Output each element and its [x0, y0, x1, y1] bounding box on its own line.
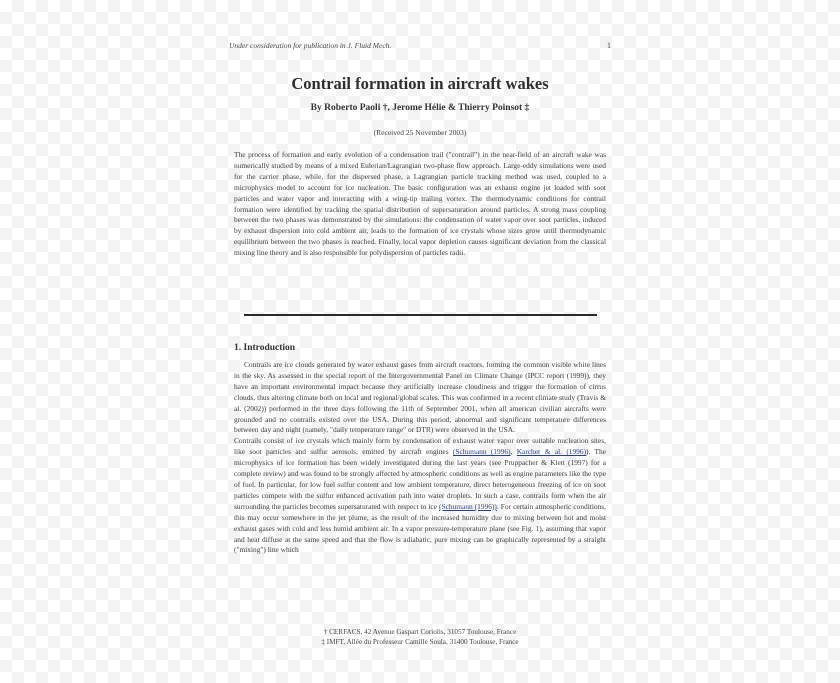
- running-head: [229, 41, 611, 53]
- citation-link-karcher-1996[interactable]: Karcher & al. (1996): [516, 447, 587, 457]
- author-line: By Roberto Paoli †, Jerome Hélie & Thierry Poinsot ‡: [310, 103, 530, 113]
- body-text: [234, 360, 606, 556]
- footnote-cerfacs: † CERFACS, 42 Avenue Gaspart Coriolis, 31057 Toulouse, France: [323, 628, 517, 636]
- section-heading: 1. Introduction: [234, 343, 296, 353]
- citation-separator: ,: [510, 447, 517, 457]
- paragraph-2-text-b: ). The microphysics of ice formation has been widely investigated during the last years (see Pruppacher & Klett (1997) for a complete review) and was found to be strongly affected by atmospheric conditions as well as engine parameters like the type of fuel. In particular, for low fuel sulfur content and low ambient temperature, direct heterogeneous freezing of ice on soot particles compete with the sulfur enhanced activation path into water droplets. In such a case, contrails form when the air surrounding the particles becomes supersaturated with respect to ice: [234, 447, 606, 511]
- footnotes: [229, 627, 611, 647]
- section-divider: [244, 314, 597, 316]
- running-head-text: Under consideration for publication in J. Fluid Mech.: [229, 41, 392, 50]
- paragraph-2-text-c: . For certain atmospheric conditions, this may occur somewhere in the jet plume, as the result of the increased humidity due to mixing between hot and moist exhaust gases with cold and less humid ambient air. In a vapor pressure-temperature plane (see Fig. 1), assuming that vapor and heat diffuse at the same speed and that the flow is adiabatic, pure mixing can be graphically represented by a straight ("mixing") line which: [234, 501, 606, 555]
- citation-link-schumann-1996-b[interactable]: (Schumann (1996)): [439, 501, 497, 511]
- abstract: The process of formation and early evolution of a condensation trail ("contrail") in the near-field of an aircraft wake was numerically studied by means of a mixed Eulerian/Lagrangian two-phase flow approach. Large-eddy simulations were used for the carrier phase, while, for the dispersed phase, a Lagrangian particle tracking method was used, coupled to a microphysics model to account for ice nucleation. The basic configuration was an exhaust engine jet loaded with soot particles and water vapor and interacting with a wing-tip trailing vortex. The thermodynamic conditions for contrail formation were identified by tracking the spatial distribution of supersaturation around particles. A strong mass coupling between the two phases was demonstrated by the simulations: the condensation of water vapor over soot particles, induced by exhaust dispersion into cold ambient air, leads to the formation of ice crystals whose sizes grow until thermodynamic equilibrium between the two phases is reached. Finally, local vapor depletion causes significant deviation from the classical mixing line theory and is also responsible for polydispersion of particles radii.: [234, 150, 606, 258]
- received-date: (Received 25 November 2003): [373, 128, 467, 137]
- page-number: 1: [607, 41, 611, 50]
- paragraph-2-text-a: Contrails consist of ice crystals which mainly form by condensation of exhaust water vapor over suitable nucleation sites, like soot particles and sulfur aerosols, emitted by aircraft engines: [234, 436, 606, 457]
- paragraph-1: Contrails are ice clouds generated by water exhaust gases from aircraft reactors, forming the common visible white lines in the sky. As assessed in the special report of the Intergovernmental Panel on Climate Change (IPCC report (1999)), they have an important environmental impact because they artificially increase cloudiness and trigger the formation of cirrus clouds, thus altering climate both on local and regional/global scales. This was confirmed in a recent climate study (Travis & al. (2002)) performed in the three days following the 11th of September 2001, when all american civilian aircrafts were grounded and no contrails existed over the USA. During this period, abnormal and significant temperature differences between day and night (namely, "daily temperature range" or DTR) were observed in the USA.: [234, 360, 606, 435]
- paragraph-2: [234, 436, 606, 556]
- paper-page: [229, 30, 611, 670]
- paper-title: Contrail formation in aircraft wakes: [291, 74, 549, 93]
- citation-link-schumann-1996[interactable]: (Schumann (1996): [452, 447, 511, 457]
- footnote-imft: ‡ IMFT, Allée du Professeur Camille Soula, 31400 Toulouse, France: [321, 638, 519, 646]
